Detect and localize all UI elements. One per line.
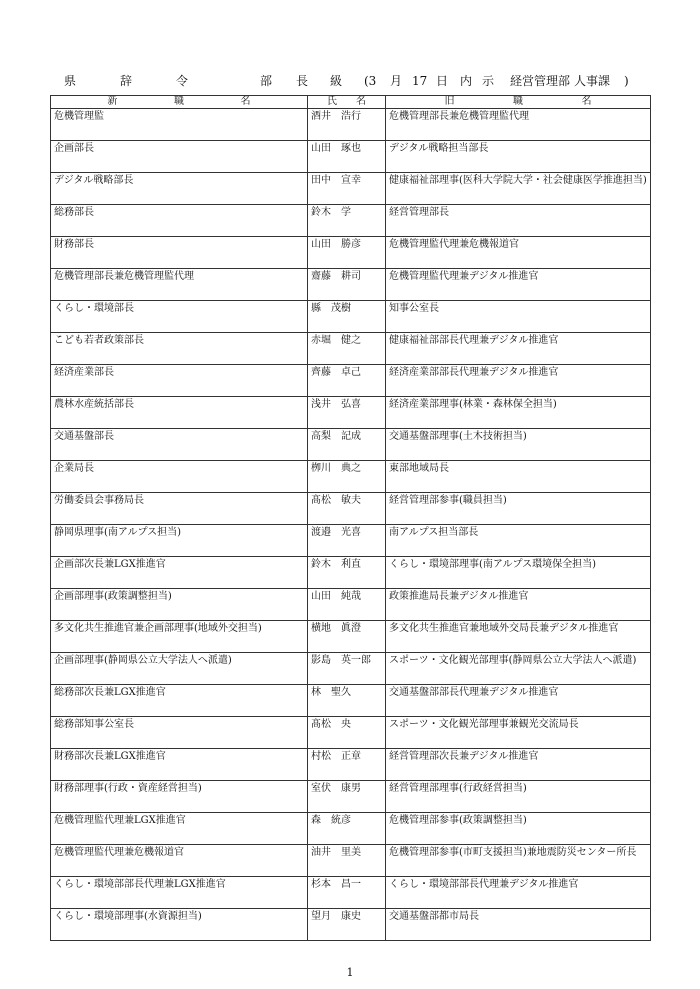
name-cell xyxy=(308,205,386,237)
heading-char-cho: 長 xyxy=(296,74,309,88)
name-cell xyxy=(308,269,386,301)
table-row xyxy=(51,365,651,397)
name-cell xyxy=(308,621,386,653)
table-row xyxy=(51,493,651,525)
header-name-char: 氏 xyxy=(327,96,337,107)
old-post-cell: 危機管理部参事(政策調整担当) xyxy=(386,813,651,845)
new-post-cell: 農林水産統括部長 xyxy=(51,397,308,429)
table-row xyxy=(51,909,651,941)
old-post-cell: 知事公室長 xyxy=(386,301,651,333)
old-post-cell: 経済産業部部長代理兼デジタル推進官 xyxy=(386,365,651,397)
old-post-cell: スポーツ・文化観光部理事兼観光交流局長 xyxy=(386,717,651,749)
new-post-cell: 多文化共生推進官兼企画部理事(地域外交担当) xyxy=(51,621,308,653)
surname: 山田 xyxy=(311,143,331,154)
given-name: 卓己 xyxy=(341,367,361,378)
name-cell xyxy=(308,173,386,205)
given-name: 学 xyxy=(341,207,351,218)
old-post-cell: 危機管理監代理兼デジタル推進官 xyxy=(386,269,651,301)
given-name: 康史 xyxy=(341,911,361,922)
old-post-cell: 危機管理部参事(市町支援担当)兼地震防災センター所長 xyxy=(386,845,651,877)
surname: 渡邉 xyxy=(311,527,331,538)
old-post-cell: デジタル戦略担当部長 xyxy=(386,141,651,173)
given-name: 利直 xyxy=(341,559,361,570)
table-row xyxy=(51,205,651,237)
new-post-cell: 企業局長 xyxy=(51,461,308,493)
given-name: 勝彦 xyxy=(341,239,361,250)
surname: 酒井 xyxy=(311,111,331,122)
header-new-post xyxy=(51,96,308,109)
surname: 村松 xyxy=(311,751,331,762)
new-post-cell: 経済産業部長 xyxy=(51,365,308,397)
name-cell xyxy=(308,365,386,397)
surname: 高梨 xyxy=(311,431,331,442)
table-row xyxy=(51,749,651,781)
old-post-cell: 経営管理部参事(職員担当) xyxy=(386,493,651,525)
new-post-cell: くらし・環境部長 xyxy=(51,301,308,333)
heading-char-ken: 県 xyxy=(64,74,77,88)
table-row xyxy=(51,781,651,813)
old-post-cell: 健康福祉部理事(医科大学院大学・社会健康医学推進担当) xyxy=(386,173,651,205)
header-new-char: 名 xyxy=(240,96,251,107)
heading-char-bu: 部 xyxy=(260,74,273,88)
name-cell xyxy=(308,589,386,621)
header-name xyxy=(308,96,386,109)
name-cell xyxy=(308,237,386,269)
given-name: 英一郎 xyxy=(341,655,371,666)
name-cell xyxy=(308,877,386,909)
table-body xyxy=(51,109,651,941)
given-name: 光喜 xyxy=(341,527,361,538)
old-post-cell: 危機管理監代理兼危機報道官 xyxy=(386,237,651,269)
heading-date-open: (3 xyxy=(364,74,377,88)
table-row xyxy=(51,717,651,749)
new-post-cell: くらし・環境部部長代理兼LGX推進官 xyxy=(51,877,308,909)
heading-naiji-2: 示 xyxy=(482,74,495,88)
table-row xyxy=(51,237,651,269)
name-cell xyxy=(308,685,386,717)
old-post-cell: 交通基盤部都市局長 xyxy=(386,909,651,941)
table-row xyxy=(51,685,651,717)
old-post-cell: 経済産業部理事(林業・森林保全担当) xyxy=(386,397,651,429)
given-name: 敏夫 xyxy=(341,495,361,506)
heading-close: ) xyxy=(624,74,629,88)
surname: 髙松 xyxy=(311,719,331,730)
new-post-cell: 危機管理監代理兼危機報道官 xyxy=(51,845,308,877)
page-number: 1 xyxy=(346,966,354,979)
new-post-cell: 財務部長 xyxy=(51,237,308,269)
table-row xyxy=(51,653,651,685)
heading-char-ji: 辞 xyxy=(120,74,133,88)
heading-day-unit: 日 xyxy=(436,74,449,88)
table-row xyxy=(51,813,651,845)
given-name: 康男 xyxy=(341,783,361,794)
new-post-cell: 総務部長 xyxy=(51,205,308,237)
old-post-cell: 政策推進局長兼デジタル推進官 xyxy=(386,589,651,621)
given-name: 聖久 xyxy=(331,687,351,698)
surname: 縣 xyxy=(311,303,321,314)
new-post-cell: こども若者政策部長 xyxy=(51,333,308,365)
header-name-char: 名 xyxy=(356,96,366,107)
given-name: 里美 xyxy=(341,847,361,858)
new-post-cell: 総務部次長兼LGX推進官 xyxy=(51,685,308,717)
old-post-cell: 南アルプス担当部長 xyxy=(386,525,651,557)
surname: 油井 xyxy=(311,847,331,858)
table-row xyxy=(51,845,651,877)
table-row xyxy=(51,557,651,589)
name-cell xyxy=(308,141,386,173)
new-post-cell: 危機管理部長兼危機管理監代理 xyxy=(51,269,308,301)
old-post-cell: スポーツ・文化観光部理事(静岡県公立大学法人へ派遣) xyxy=(386,653,651,685)
surname: 鈴木 xyxy=(311,559,331,570)
old-post-cell: 経営管理部長 xyxy=(386,205,651,237)
name-cell xyxy=(308,813,386,845)
new-post-cell: 総務部知事公室長 xyxy=(51,717,308,749)
name-cell xyxy=(308,493,386,525)
given-name: 弘喜 xyxy=(341,399,361,410)
table-row xyxy=(51,173,651,205)
table-row xyxy=(51,525,651,557)
given-name: 央 xyxy=(341,719,351,730)
table-row xyxy=(51,877,651,909)
header-old-post xyxy=(386,96,651,109)
surname: 栁川 xyxy=(311,463,331,474)
surname: 杉本 xyxy=(311,879,331,890)
header-old-char: 旧 xyxy=(444,96,455,107)
name-cell xyxy=(308,525,386,557)
header-old-char: 名 xyxy=(581,96,592,107)
heading-char-rei: 令 xyxy=(176,74,189,88)
old-post-cell: 交通基盤部部長代理兼デジタル推進官 xyxy=(386,685,651,717)
name-cell xyxy=(308,461,386,493)
new-post-cell: 危機管理監 xyxy=(51,109,308,141)
table-row xyxy=(51,269,651,301)
surname: 望月 xyxy=(311,911,331,922)
table-row xyxy=(51,141,651,173)
given-name: 純哉 xyxy=(341,591,361,602)
name-cell xyxy=(308,749,386,781)
old-post-cell: 交通基盤部理事(土木技術担当) xyxy=(386,429,651,461)
given-name: 統彦 xyxy=(331,815,351,826)
surname: 室伏 xyxy=(311,783,331,794)
new-post-cell: 企画部次長兼LGX推進官 xyxy=(51,557,308,589)
new-post-cell: 財務部次長兼LGX推進官 xyxy=(51,749,308,781)
name-cell xyxy=(308,653,386,685)
heading-naiji-1: 内 xyxy=(460,74,473,88)
header-old-char: 職 xyxy=(513,96,523,107)
surname: 浅井 xyxy=(311,399,331,410)
old-post-cell: くらし・環境部部長代理兼デジタル推進官 xyxy=(386,877,651,909)
surname: 影島 xyxy=(311,655,331,666)
heading-day: 17 xyxy=(412,74,428,88)
table-row xyxy=(51,461,651,493)
name-cell xyxy=(308,429,386,461)
table-row xyxy=(51,301,651,333)
header-row xyxy=(51,96,651,109)
surname: 森 xyxy=(311,815,321,826)
table-row xyxy=(51,109,651,141)
heading-month: 月 xyxy=(390,74,403,88)
given-name: 健之 xyxy=(341,335,361,346)
given-name: 昌一 xyxy=(341,879,361,890)
table-row xyxy=(51,333,651,365)
header-new-char: 新 xyxy=(107,96,118,107)
new-post-cell: 企画部理事(政策調整担当) xyxy=(51,589,308,621)
old-post-cell: 経営管理部次長兼デジタル推進官 xyxy=(386,749,651,781)
name-cell xyxy=(308,781,386,813)
new-post-cell: 交通基盤部長 xyxy=(51,429,308,461)
old-post-cell: くらし・環境部理事(南アルプス環境保全担当) xyxy=(386,557,651,589)
heading-section: 人事課 xyxy=(574,74,611,88)
surname: 横地 xyxy=(311,623,331,634)
name-cell xyxy=(308,109,386,141)
new-post-cell: 企画部理事(静岡県公立大学法人へ派遣) xyxy=(51,653,308,685)
name-cell xyxy=(308,301,386,333)
name-cell xyxy=(308,909,386,941)
table-row xyxy=(51,589,651,621)
table-row xyxy=(51,429,651,461)
name-cell xyxy=(308,333,386,365)
new-post-cell: くらし・環境部理事(水資源担当) xyxy=(51,909,308,941)
surname: 齊藤 xyxy=(311,367,331,378)
surname: 鈴木 xyxy=(311,207,331,218)
new-post-cell: 静岡県理事(南アルプス担当) xyxy=(51,525,308,557)
name-cell xyxy=(308,557,386,589)
heading-char-kyu: 級 xyxy=(330,74,343,88)
surname: 髙松 xyxy=(311,495,331,506)
new-post-cell: デジタル戦略部長 xyxy=(51,173,308,205)
header-new-char: 職 xyxy=(174,96,184,107)
new-post-cell: 労働委員会事務局長 xyxy=(51,493,308,525)
document-heading xyxy=(64,72,644,90)
new-post-cell: 危機管理監代理兼LGX推進官 xyxy=(51,813,308,845)
given-name: 正章 xyxy=(341,751,361,762)
name-cell xyxy=(308,717,386,749)
surname: 赤堀 xyxy=(311,335,331,346)
table-row xyxy=(51,397,651,429)
name-cell xyxy=(308,397,386,429)
given-name: 琢也 xyxy=(341,143,361,154)
surname: 田中 xyxy=(311,175,331,186)
personnel-table xyxy=(50,95,651,941)
old-post-cell: 健康福祉部部長代理兼デジタル推進官 xyxy=(386,333,651,365)
name-cell xyxy=(308,845,386,877)
given-name: 浩行 xyxy=(341,111,361,122)
new-post-cell: 企画部長 xyxy=(51,141,308,173)
given-name: 茂樹 xyxy=(331,303,351,314)
surname: 山田 xyxy=(311,591,331,602)
old-post-cell: 経営管理部理事(行政経営担当) xyxy=(386,781,651,813)
new-post-cell: 財務部理事(行政・資産経営担当) xyxy=(51,781,308,813)
old-post-cell: 危機管理部長兼危機管理監代理 xyxy=(386,109,651,141)
given-name: 典之 xyxy=(341,463,361,474)
table-row xyxy=(51,621,651,653)
old-post-cell: 多文化共生推進官兼地域外交局長兼デジタル推進官 xyxy=(386,621,651,653)
given-name: 宣幸 xyxy=(341,175,361,186)
old-post-cell: 東部地域局長 xyxy=(386,461,651,493)
given-name: 眞澄 xyxy=(341,623,361,634)
given-name: 耕司 xyxy=(341,271,361,282)
given-name: 記成 xyxy=(341,431,361,442)
surname: 齋藤 xyxy=(311,271,331,282)
surname: 山田 xyxy=(311,239,331,250)
surname: 林 xyxy=(311,687,321,698)
heading-department: 経営管理部 xyxy=(510,74,571,88)
